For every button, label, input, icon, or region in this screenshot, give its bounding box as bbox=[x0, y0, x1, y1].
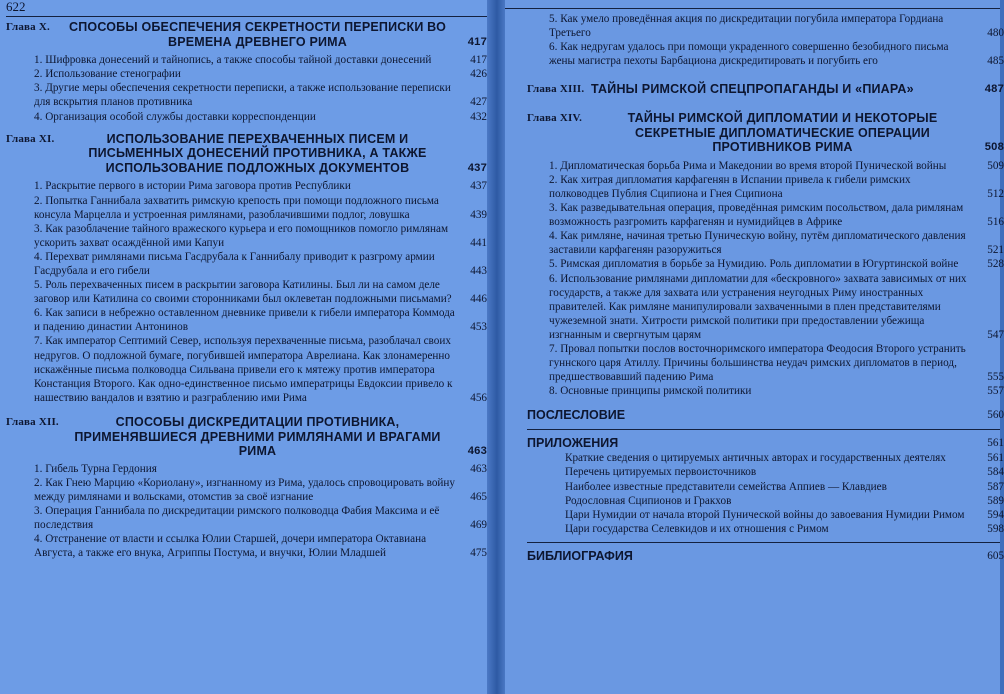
toc-item[interactable]: 2. Как хитрая дипломатия карфагенян в Испании привела к гибели римских полководцев Публия Сципиона и Гнея Сципиона 512 bbox=[549, 173, 1004, 200]
page-ref: 561 bbox=[987, 437, 1004, 450]
chapter-title: СПОСОБЫ ДИСКРЕДИТАЦИИ ПРОТИВНИКА, ПРИМЕНЯВШИЕСЯ ДРЕВНИМИ РИМЛЯНАМИ И ВРАГАМИ РИМА bbox=[74, 414, 441, 459]
page-ref: 475 bbox=[470, 547, 487, 560]
appendices-entry[interactable] bbox=[527, 436, 1004, 451]
appendix-item[interactable]: Цари Нумидии от начала второй Пунической войны до завоевания Нумидии Римом 594 bbox=[565, 508, 1004, 521]
toc-item[interactable]: 6. Использование римлянами дипломатии для «бескровного» захвата зависимых от них государств, а также для захвата или устранения неугодных Риму иностранных правителей. Как римляне манипулировали захваченными в плен представителями чужеземной знати. Хитрости римской политики при предоставлении убежища изгнанным и свергнутым царям 547 bbox=[549, 272, 1004, 341]
bibliography-entry[interactable] bbox=[527, 549, 1004, 564]
page-number: 622 bbox=[6, 0, 26, 14]
page-ref: 589 bbox=[987, 494, 1004, 507]
page-ref: 439 bbox=[470, 208, 487, 221]
toc-item[interactable]: 6. Как записи в небрежно оставленном дневнике привели к гибели императора Коммода и падению династии Антонинов 453 bbox=[34, 307, 487, 334]
toc-item[interactable]: 3. Операция Ганнибала по дискредитации римского полководца Фабия Максима и её последствия 469 bbox=[34, 505, 487, 532]
toc-item[interactable]: 2. Попытка Ганнибала захватить римскую крепость при помощи подложного письма консула Марцелла и устроенная римлянами, разоблачившими подлог, ловушка 439 bbox=[34, 194, 487, 221]
book-gutter bbox=[487, 0, 505, 694]
page-ref: 555 bbox=[987, 371, 1004, 384]
right-page bbox=[505, 0, 1004, 694]
toc-item[interactable]: 7. Как император Септимий Север, используя перехваченные письма, разоблачал своих недругов. О подложной бумаге, погубившей императора Аврелиана. Как злонамеренно искажённые письма полководца Сильвана привели его к мятежу против императора Констанция Второго. Как одно-единственное письмо императрицы Евдоксии привело к нашествию вандалов и взятию и разграблению ими Рима 456 bbox=[34, 335, 487, 404]
afterword-title: ПОСЛЕСЛОВИЕ bbox=[527, 408, 626, 423]
page-ref: 446 bbox=[470, 293, 487, 306]
toc-item[interactable]: 4. Организация особой службы доставки корреспонденции 432 bbox=[34, 110, 487, 123]
chapter-title: СПОСОБЫ ОБЕСПЕЧЕНИЯ СЕКРЕТНОСТИ ПЕРЕПИСКИ ВО ВРЕМЕНА ДРЕВНЕГО РИМА bbox=[68, 20, 447, 49]
toc-item[interactable]: 7. Провал попытки послов восточноримского императора Феодосия Второго устранить гуннского царя Атиллу. Причины большинства неудач римских дипломатов в период, предшествовавший падению Рима 555 bbox=[549, 342, 1004, 384]
appendix-item[interactable]: Родословная Сципионов и Гракхов 589 bbox=[565, 494, 1004, 507]
page-ref: 557 bbox=[987, 385, 1004, 398]
chapter-heading[interactable] bbox=[6, 415, 487, 459]
page-ref: 561 bbox=[987, 452, 1004, 465]
page-ref: 485 bbox=[987, 55, 1004, 68]
page-ref: 427 bbox=[470, 96, 487, 109]
page-ref: 547 bbox=[987, 328, 1004, 341]
page-ref: 463 bbox=[470, 462, 487, 475]
toc-item[interactable]: 4. Отстранение от власти и ссылка Юлии Старшей, дочери императора Октавиана Августа, а также его внука, Агриппы Постума, и внучки, Юлии Младшей 475 bbox=[34, 533, 487, 560]
chapter-label: Глава XIII. bbox=[527, 83, 585, 96]
appendix-item[interactable]: Перечень цитируемых первоисточников 584 bbox=[565, 466, 1004, 479]
page-ref: 516 bbox=[987, 216, 1004, 229]
page-ref: 432 bbox=[470, 110, 487, 123]
left-page bbox=[0, 0, 487, 694]
page-ref: 508 bbox=[984, 141, 1004, 154]
toc-item[interactable]: 2. Использование стенографии 426 bbox=[34, 68, 487, 81]
chapter-label: Глава X. bbox=[6, 21, 50, 33]
appendix-item[interactable]: Цари государства Селевкидов и их отношения с Римом 598 bbox=[565, 522, 1004, 535]
page-ref: 469 bbox=[470, 519, 487, 532]
toc-item[interactable]: 1. Дипломатическая борьба Рима и Македонии во время второй Пунической войны 509 bbox=[549, 159, 1004, 172]
toc-item[interactable]: 3. Как разведывательная операция, проведённая римским посольством, дала римлянам возможность разгромить карфагенян и нумидийцев в Африке 516 bbox=[549, 202, 1004, 229]
page-ref: 605 bbox=[987, 549, 1004, 562]
page-ref: 480 bbox=[987, 27, 1004, 40]
header-rule bbox=[6, 16, 487, 17]
toc-item[interactable]: 5. Как умело проведённая акция по дискредитации погубила императора Гордиана Третьего 480 bbox=[549, 13, 1004, 40]
chapter-heading[interactable] bbox=[6, 20, 487, 49]
chapter-title: ИСПОЛЬЗОВАНИЕ ПЕРЕХВАЧЕННЫХ ПИСЕМ И ПИСЬМЕННЫХ ДОНЕСЕНИЙ ПРОТИВНИКА, А ТАКЖЕ ИСПОЛЬЗОВАНИЕ ПОДЛОЖНЫХ ДОКУМЕНТОВ bbox=[88, 131, 427, 175]
chapter-heading[interactable] bbox=[527, 111, 1004, 155]
toc-item[interactable]: 4. Перехват римлянами письма Гасдрубала к Ганнибалу приводит к разгрому армии Гасдрубала и его гибели 443 bbox=[34, 250, 487, 277]
page-ref: 417 bbox=[470, 54, 487, 67]
chapter-title: ТАЙНЫ РИМСКОЙ СПЕЦПРОПАГАНДЫ И «ПИАРА» bbox=[591, 82, 914, 97]
page-ref: 437 bbox=[470, 180, 487, 193]
page-ref: 426 bbox=[470, 68, 487, 81]
page-ref: 487 bbox=[984, 83, 1004, 96]
chapter-heading[interactable] bbox=[527, 82, 1004, 97]
section-rule bbox=[527, 542, 1000, 543]
chapter-label: Глава XIV. bbox=[527, 111, 583, 124]
page-ref: 560 bbox=[987, 409, 1004, 422]
page-ref: 456 bbox=[470, 391, 487, 404]
page-ref: 463 bbox=[467, 445, 487, 458]
page-ref: 587 bbox=[987, 480, 1004, 493]
page-ref: 443 bbox=[470, 265, 487, 277]
appendix-item[interactable]: Краткие сведения о цитируемых античных авторах и государственных деятелях 561 bbox=[565, 452, 1004, 465]
page-ref: 417 bbox=[467, 35, 487, 48]
toc-item[interactable]: 6. Как недругам удалось при помощи украденного совершенно безобидного письма жены магистра пехоты Барбациона дискредитировать и погубить его 485 bbox=[549, 41, 1004, 68]
page-ref: 441 bbox=[470, 236, 487, 249]
section-rule bbox=[527, 429, 1000, 430]
appendix-item[interactable]: Наиболее известные представители семейства Аппиев — Клавдиев 587 bbox=[565, 480, 1004, 493]
chapter-label: Глава XI. bbox=[6, 132, 55, 145]
page-ref: 509 bbox=[987, 159, 1004, 172]
afterword-entry[interactable] bbox=[527, 408, 1004, 423]
page-ref: 437 bbox=[467, 161, 487, 174]
header-rule bbox=[505, 8, 1000, 9]
page-ref: 528 bbox=[987, 258, 1004, 271]
page-ref: 598 bbox=[987, 522, 1004, 535]
page-ref: 465 bbox=[470, 490, 487, 503]
bibliography-title: БИБЛИОГРАФИЯ bbox=[527, 548, 633, 563]
page-ref: 584 bbox=[987, 466, 1004, 479]
page-ref: 521 bbox=[987, 244, 1004, 257]
toc-item[interactable]: 5. Роль перехваченных писем в раскрытии заговора Катилины. Был ли на самом деле заговор или Катилина со своими сторонниками был оклеветан подложными письмами? 446 bbox=[34, 279, 487, 306]
chapter-title: ТАЙНЫ РИМСКОЙ ДИПЛОМАТИИ И НЕКОТОРЫЕ СЕКРЕТНЫЕ ДИПЛОМАТИЧЕСКИЕ ОПЕРАЦИИ ПРОТИВНИКОВ РИМА bbox=[627, 110, 938, 155]
chapter-heading[interactable] bbox=[6, 132, 487, 176]
toc-item[interactable]: 5. Римская дипломатия в борьбе за Нумидию. Роль дипломатии в Югуртинской войне 528 bbox=[549, 258, 1004, 271]
toc-item[interactable]: 1. Гибель Турна Гердония 463 bbox=[34, 462, 487, 475]
toc-item[interactable]: 1. Раскрытие первого в истории Рима заговора против Республики 437 bbox=[34, 180, 487, 193]
toc-item[interactable]: 4. Как римляне, начиная третью Пуническую войну, путём дипломатического давления заставили карфагенян разоружиться 521 bbox=[549, 230, 1004, 257]
toc-item[interactable]: 3. Как разоблачение тайного вражеского курьера и его помощников помогло римлянам ускорить захват осаждённой ими Капуи 441 bbox=[34, 222, 487, 249]
page-ref: 453 bbox=[470, 321, 487, 334]
page-ref: 594 bbox=[987, 508, 1004, 521]
toc-item[interactable]: 3. Другие меры обеспечения секретности переписки, а также использование переписки для вскрытия планов противника 427 bbox=[34, 82, 487, 109]
toc-item[interactable]: 2. Как Гнею Марцию «Кориолану», изгнанному из Рима, удалось спровоцировать войну между римлянами и вольсками, отомстив за своё изгнание 465 bbox=[34, 476, 487, 503]
page-ref: 512 bbox=[987, 187, 1004, 200]
appendices-title: ПРИЛОЖЕНИЯ bbox=[527, 436, 619, 451]
toc-item[interactable]: 8. Основные принципы римской политики 557 bbox=[549, 385, 1004, 398]
chapter-label: Глава XII. bbox=[6, 415, 59, 428]
toc-item[interactable]: 1. Шифровка донесений и тайнопись, а также способы тайной доставки донесений 417 bbox=[34, 54, 487, 67]
